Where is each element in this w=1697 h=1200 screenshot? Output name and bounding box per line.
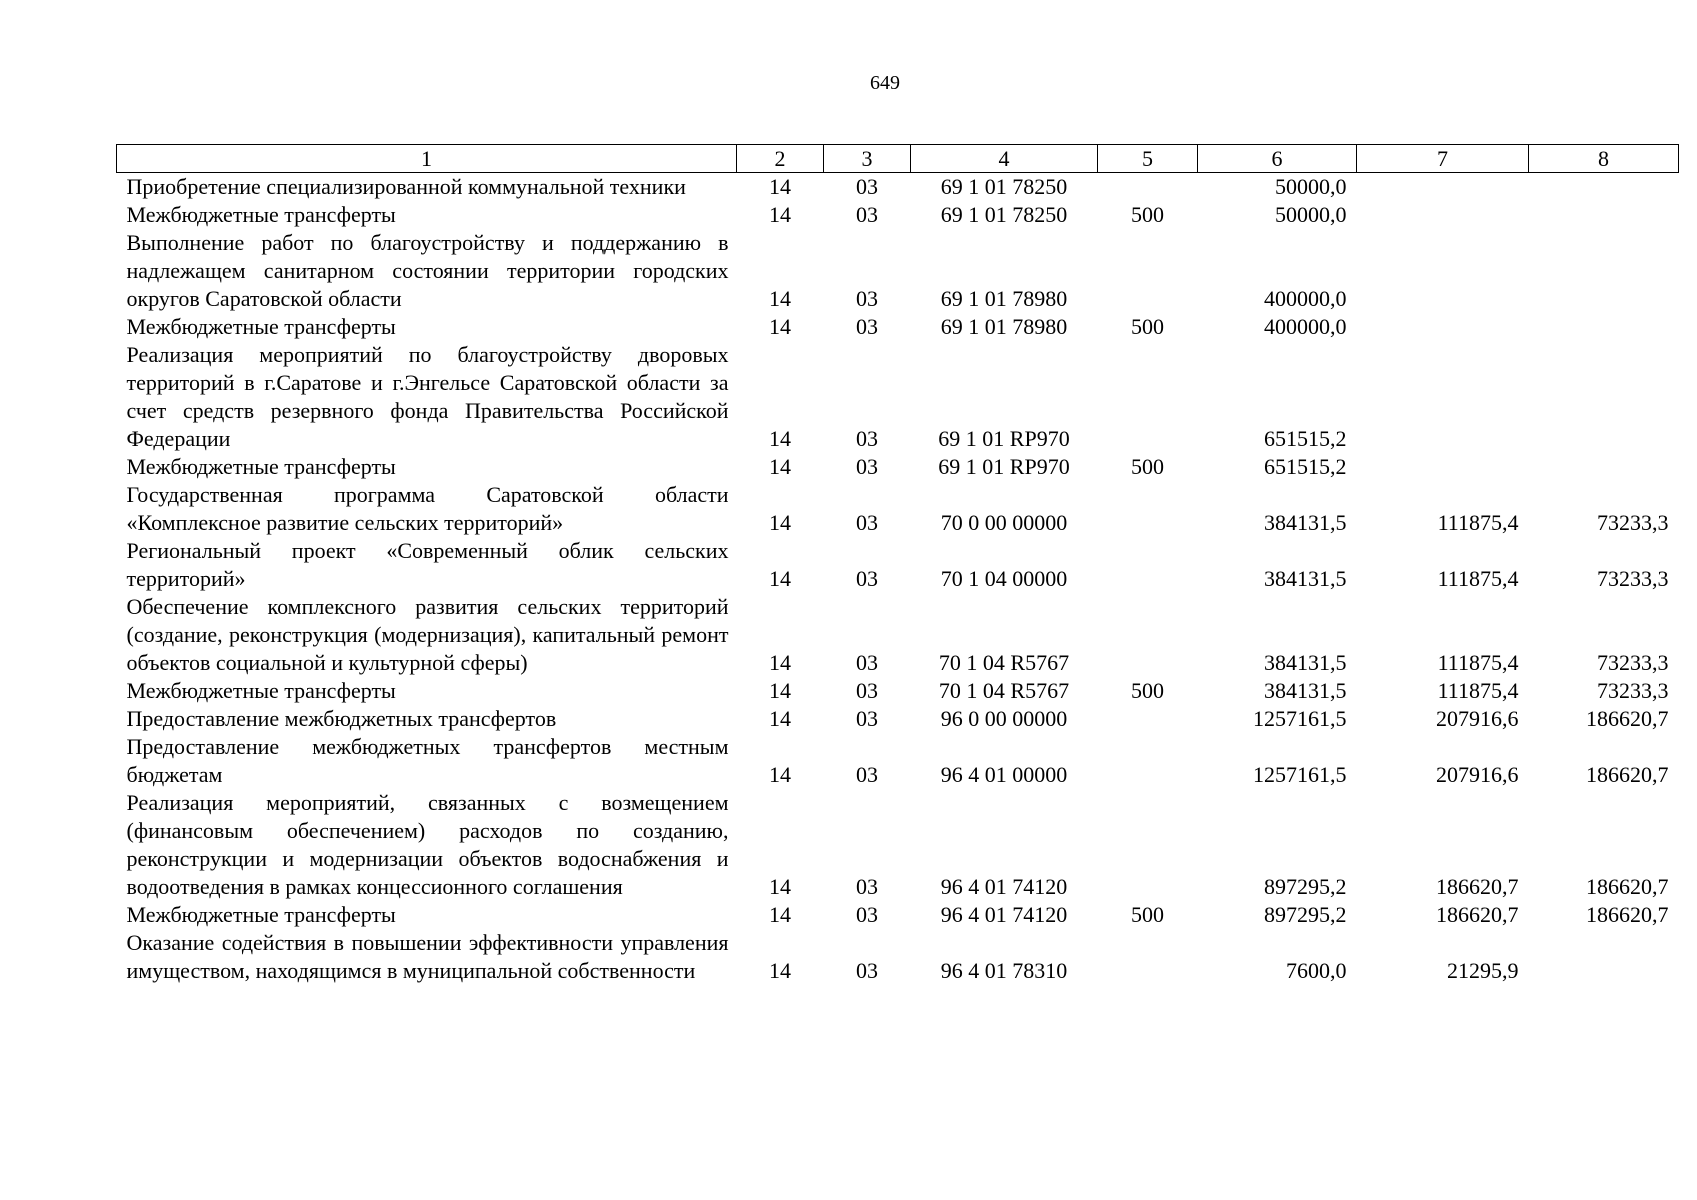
amount-col-8 [1529,313,1679,341]
target-article-code: 96 4 01 74120 [940,874,1068,899]
amount-col-6: 400000,0 [1264,314,1347,339]
section-code: 14 [769,678,791,703]
expense-type-code: 500 [1131,902,1164,927]
row-name: Оказание содействия в повышении эффективности управления имуществом, находящимся в муниципальной собственности [126,930,729,983]
row-name: Региональный проект «Современный облик сельских территорий» [126,538,729,591]
table-row [117,705,1679,733]
table-row [117,593,1679,677]
table-row [117,929,1679,985]
section-code: 14 [769,202,791,227]
subsection-code: 03 [856,426,878,451]
amount-col-6: 651515,2 [1264,454,1347,479]
subsection-code: 03 [856,286,878,311]
amount-col-8 [1529,453,1679,481]
row-name: Обеспечение комплексного развития сельских территорий (создание, реконструкция (модернизация), капитальный ремонт объектов социальной и культурной сферы) [126,594,729,675]
table-row [117,201,1679,229]
amount-col-7 [1357,313,1529,341]
table-row [117,733,1679,789]
target-article-code: 96 0 00 00000 [940,706,1068,731]
amount-col-8: 73233,3 [1597,510,1669,535]
amount-col-8 [1529,201,1679,229]
amount-col-7: 207916,6 [1436,706,1519,731]
row-name: Реализация мероприятий по благоустройству дворовых территорий в г.Саратове и г.Энгельсе Саратовской области за счет средств резервного фонда Правительства Российской Федерации [126,342,729,451]
section-code: 14 [769,174,791,199]
amount-col-6: 50000,0 [1275,174,1347,199]
expense-type-code: 500 [1131,202,1164,227]
column-header: 1 [117,145,737,173]
row-name: Межбюджетные трансферты [126,202,396,227]
amount-col-7 [1357,341,1529,453]
section-code: 14 [769,902,791,927]
subsection-code: 03 [856,314,878,339]
amount-col-7: 186620,7 [1436,902,1519,927]
amount-col-6: 50000,0 [1275,202,1347,227]
amount-col-7 [1357,453,1529,481]
section-code: 14 [769,706,791,731]
subsection-code: 03 [856,902,878,927]
expense-type-code: 500 [1131,314,1164,339]
column-header: 5 [1098,145,1198,173]
amount-col-7: 186620,7 [1436,874,1519,899]
expense-type-code [1098,733,1198,789]
amount-col-6: 7600,0 [1286,958,1347,983]
amount-col-7: 111875,4 [1437,566,1519,591]
row-name: Предоставление межбюджетных трансфертов местным бюджетам [126,734,729,787]
column-number-header [117,145,1679,173]
subsection-code: 03 [856,706,878,731]
section-code: 14 [769,566,791,591]
row-name: Выполнение работ по благоустройству и поддержанию в надлежащем санитарном состоянии территории городских округов Саратовской области [126,230,729,311]
section-code: 14 [769,426,791,451]
section-code: 14 [769,958,791,983]
subsection-code: 03 [856,678,878,703]
amount-col-7 [1357,201,1529,229]
target-article-code: 69 1 01 RP970 [938,454,1070,479]
expense-type-code [1098,173,1198,202]
target-article-code: 69 1 01 RP970 [938,426,1070,451]
row-name: Межбюджетные трансферты [126,678,396,703]
amount-col-8: 186620,7 [1586,874,1669,899]
amount-col-8 [1529,173,1679,202]
column-header: 8 [1529,145,1679,173]
table-row [117,229,1679,313]
section-code: 14 [769,510,791,535]
amount-col-6: 384131,5 [1264,510,1347,535]
column-header: 6 [1198,145,1357,173]
row-name: Реализация мероприятий, связанных с возмещением (финансовым обеспечением) расходов по созданию, реконструкции и модернизации объектов водоснабжения и водоотведения в рамках концессионного соглашения [126,790,729,899]
amount-col-7: 111875,4 [1437,678,1519,703]
table-row [117,537,1679,593]
table-row [117,677,1679,705]
subsection-code: 03 [856,510,878,535]
row-name: Межбюджетные трансферты [126,314,396,339]
table-row [117,173,1679,202]
amount-col-8: 186620,7 [1586,762,1669,787]
expense-type-code: 500 [1131,454,1164,479]
section-code: 14 [769,650,791,675]
column-header: 4 [911,145,1098,173]
column-header: 3 [824,145,911,173]
expense-type-code [1098,705,1198,733]
section-code: 14 [769,454,791,479]
target-article-code: 70 1 04 R5767 [938,678,1070,703]
subsection-code: 03 [856,454,878,479]
amount-col-8 [1529,929,1679,985]
table-row [117,481,1679,537]
target-article-code: 70 0 00 00000 [940,510,1068,535]
amount-col-6: 1257161,5 [1253,762,1347,787]
amount-col-8: 73233,3 [1597,650,1669,675]
amount-col-7: 207916,6 [1436,762,1519,787]
subsection-code: 03 [856,958,878,983]
row-name: Межбюджетные трансферты [126,902,396,927]
expense-type-code [1098,929,1198,985]
table-row [117,453,1679,481]
row-name: Приобретение специализированной коммунальной техники [126,174,686,199]
amount-col-6: 384131,5 [1264,650,1347,675]
amount-col-6: 400000,0 [1264,286,1347,311]
target-article-code: 70 1 04 R5767 [938,650,1070,675]
amount-col-6: 897295,2 [1264,874,1347,899]
subsection-code: 03 [856,874,878,899]
subsection-code: 03 [856,762,878,787]
section-code: 14 [769,874,791,899]
amount-col-6: 1257161,5 [1253,706,1347,731]
table-row [117,313,1679,341]
subsection-code: 03 [856,650,878,675]
amount-col-6: 897295,2 [1264,902,1347,927]
subsection-code: 03 [856,566,878,591]
budget-table [116,144,1679,985]
amount-col-8 [1529,229,1679,313]
amount-col-8 [1529,341,1679,453]
amount-col-7: 111875,4 [1437,650,1519,675]
column-header: 2 [737,145,824,173]
table-row [117,901,1679,929]
page-number: 649 [870,72,900,94]
amount-col-7: 111875,4 [1437,510,1519,535]
row-name: Государственная программа Саратовской области «Комплексное развитие сельских территорий» [126,482,729,535]
target-article-code: 69 1 01 78980 [940,286,1068,311]
target-article-code: 69 1 01 78980 [940,314,1068,339]
target-article-code: 69 1 01 78250 [940,174,1068,199]
expense-type-code [1098,481,1198,537]
amount-col-7: 21295,9 [1447,958,1519,983]
amount-col-8: 73233,3 [1597,678,1669,703]
amount-col-7 [1357,173,1529,202]
target-article-code: 96 4 01 78310 [940,958,1068,983]
expense-type-code: 500 [1131,678,1164,703]
expense-type-code [1098,789,1198,901]
expense-type-code [1098,593,1198,677]
row-name: Межбюджетные трансферты [126,454,396,479]
amount-col-8: 73233,3 [1597,566,1669,591]
target-article-code: 96 4 01 74120 [940,902,1068,927]
expense-type-code [1098,341,1198,453]
expense-type-code [1098,229,1198,313]
section-code: 14 [769,314,791,339]
amount-col-8: 186620,7 [1586,902,1669,927]
amount-col-6: 384131,5 [1264,678,1347,703]
amount-col-7 [1357,229,1529,313]
section-code: 14 [769,762,791,787]
amount-col-6: 651515,2 [1264,426,1347,451]
subsection-code: 03 [856,202,878,227]
amount-col-8: 186620,7 [1586,706,1669,731]
expense-type-code [1098,537,1198,593]
table-row [117,789,1679,901]
subsection-code: 03 [856,174,878,199]
section-code: 14 [769,286,791,311]
column-header: 7 [1357,145,1529,173]
target-article-code: 70 1 04 00000 [940,566,1068,591]
table-row [117,341,1679,453]
amount-col-6: 384131,5 [1264,566,1347,591]
row-name: Предоставление межбюджетных трансфертов [126,706,557,731]
target-article-code: 96 4 01 00000 [940,762,1068,787]
target-article-code: 69 1 01 78250 [940,202,1068,227]
